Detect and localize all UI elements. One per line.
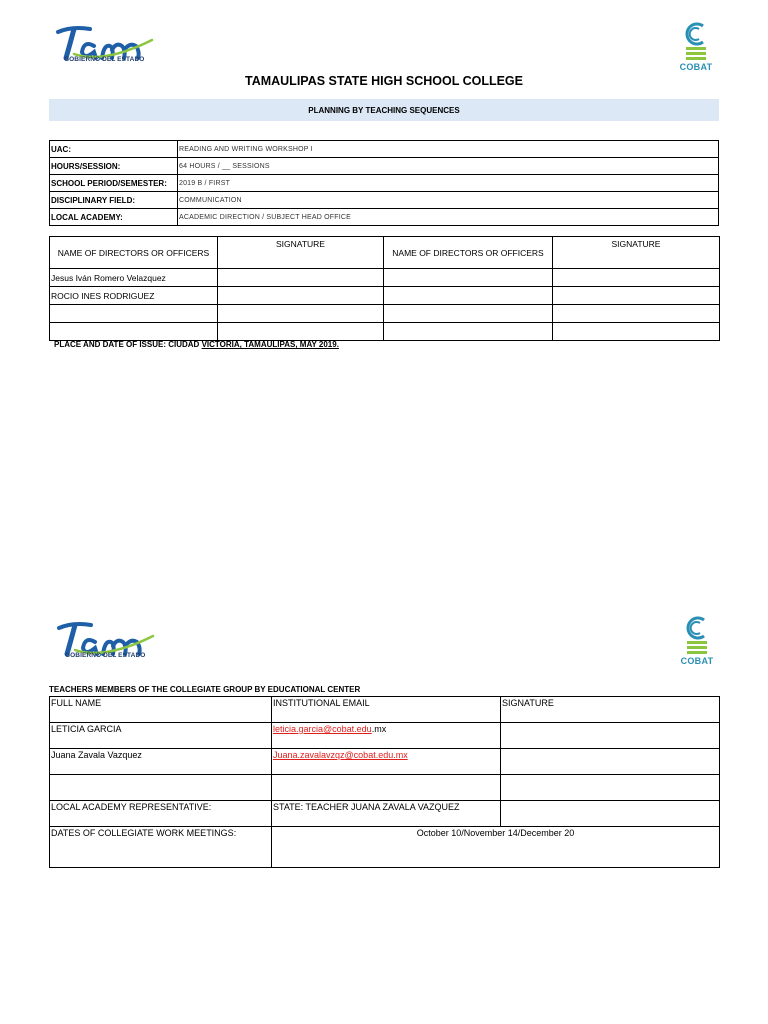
signature-cell	[218, 269, 384, 287]
officer-name: Jesus Iván Romero Velazquez	[50, 269, 218, 287]
teachers-header-row	[50, 697, 720, 723]
officers-signature-header: SIGNATURE	[218, 237, 384, 269]
signature-cell	[553, 323, 720, 341]
teacher-name: LETICIA GARCIA	[50, 723, 272, 749]
empty-cell	[272, 775, 501, 801]
officers-row	[50, 269, 720, 287]
info-value: READING AND WRITING WORKSHOP I	[178, 141, 719, 158]
info-value: 64 HOURS / __ SESSIONS	[178, 158, 719, 175]
email-link-text[interactable]: Juana.zavalavzqz@cobat.edu.mx	[273, 750, 408, 760]
signature-cell	[553, 287, 720, 305]
email-link-text[interactable]: leticia.garcia@cobat.edu	[273, 724, 372, 734]
meetings-row	[50, 827, 720, 868]
representative-label: LOCAL ACADEMY REPRESENTATIVE:	[50, 801, 272, 827]
signature-cell	[501, 801, 720, 827]
cobat-label: COBAT	[679, 62, 713, 72]
cobat-logo	[679, 20, 713, 72]
representative-value: STATE: TEACHER JUANA ZAVALA VAZQUEZ	[272, 801, 501, 827]
teachers-caption: TEACHERS MEMBERS OF THE COLLEGIATE GROUP BY EDUCATIONAL CENTER	[49, 685, 361, 694]
signature-cell	[218, 305, 384, 323]
officer-name	[50, 323, 218, 341]
info-value: COMMUNICATION	[178, 192, 719, 209]
info-row	[50, 209, 719, 226]
officers-name-header: NAME OF DIRECTORS OR OFFICERS	[50, 237, 218, 269]
officer-name-cell	[384, 269, 553, 287]
teacher-row	[50, 723, 720, 749]
teacher-email-cell	[272, 723, 501, 749]
signature-cell	[218, 323, 384, 341]
info-row	[50, 158, 719, 175]
info-value: ACADEMIC DIRECTION / SUBJECT HEAD OFFICE	[178, 209, 719, 226]
info-value: 2019 B / FIRST	[178, 175, 719, 192]
signature-cell	[553, 269, 720, 287]
place-underlined: VICTORIA, TAMAULIPAS, MAY 2019.	[201, 340, 339, 349]
officer-name-cell	[384, 323, 553, 341]
officers-header-row	[50, 237, 720, 269]
info-label: HOURS/SESSION:	[50, 158, 178, 175]
teacher-row-empty	[50, 775, 720, 801]
teacher-email-cell	[272, 749, 501, 775]
representative-row	[50, 801, 720, 827]
page-title: TAMAULIPAS STATE HIGH SCHOOL COLLEGE	[244, 74, 523, 88]
teacher-email-link[interactable]	[273, 724, 372, 734]
info-row	[50, 175, 719, 192]
logo-subtitle: GOBIERNO DEL ESTADO	[64, 56, 145, 63]
info-label: LOCAL ACADEMY:	[50, 209, 178, 226]
signature-cell	[501, 749, 720, 775]
info-row	[50, 192, 719, 209]
officers-signature-header: SIGNATURE	[553, 237, 720, 269]
teachers-table	[49, 696, 720, 868]
section-subtitle: PLANNING BY TEACHING SEQUENCES	[49, 99, 719, 121]
meetings-label: DATES OF COLLEGIATE WORK MEETINGS:	[50, 827, 272, 868]
place-date-line	[54, 340, 339, 349]
empty-cell	[50, 775, 272, 801]
empty-cell	[501, 775, 720, 801]
tam-logo	[54, 24, 158, 72]
signature-header: SIGNATURE	[501, 697, 720, 723]
info-label: UAC:	[50, 141, 178, 158]
email-suffix: .mx	[371, 724, 387, 734]
officer-name: ROCIO INES RODRIGUEZ	[50, 287, 218, 305]
officer-name-cell	[384, 287, 553, 305]
tam-logo	[55, 620, 159, 668]
officer-name	[50, 305, 218, 323]
place-prefix: PLACE AND DATE OF ISSUE: CIUDAD	[54, 340, 202, 349]
teacher-row	[50, 749, 720, 775]
info-label: SCHOOL PERIOD/SEMESTER:	[50, 175, 178, 192]
cobat-emblem-icon	[682, 614, 712, 656]
officers-row	[50, 305, 720, 323]
officers-row	[50, 323, 720, 341]
info-label: DISCIPLINARY FIELD:	[50, 192, 178, 209]
officers-table	[49, 236, 720, 341]
cobat-emblem-icon	[681, 20, 711, 62]
signature-cell	[553, 305, 720, 323]
signature-cell	[218, 287, 384, 305]
cobat-logo	[680, 614, 714, 666]
officers-name-header: NAME OF DIRECTORS OR OFFICERS	[384, 237, 553, 269]
teacher-email-link[interactable]	[273, 750, 408, 760]
officers-row	[50, 287, 720, 305]
cobat-label: COBAT	[680, 656, 714, 666]
teacher-name: Juana Zavala Vazquez	[50, 749, 272, 775]
officer-name-cell	[384, 305, 553, 323]
full-name-header: FULL NAME	[50, 697, 272, 723]
signature-cell	[501, 723, 720, 749]
info-table	[49, 140, 719, 226]
email-header: INSTITUTIONAL EMAIL	[272, 697, 501, 723]
meetings-value: October 10/November 14/December 20	[272, 827, 720, 868]
logo-subtitle: GOBIERNO DEL ESTADO	[65, 652, 146, 659]
info-row	[50, 141, 719, 158]
